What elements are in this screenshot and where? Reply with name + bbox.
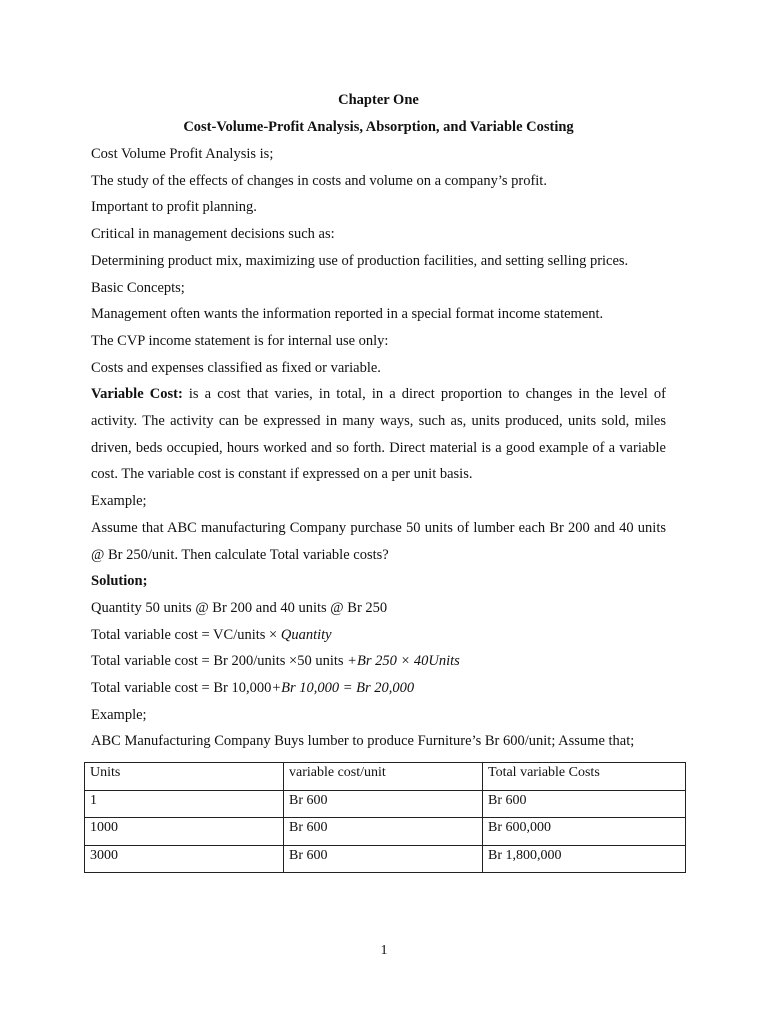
- paragraph: Critical in management decisions such as:: [91, 226, 335, 243]
- example-text: Assume that ABC manufacturing Company purchase 50 units of lumber each Br 200 and 40 units @ Br 250/unit. Then calculate Total variable costs?: [91, 519, 666, 563]
- paragraph: Costs and expenses classified as fixed or variable.: [91, 359, 381, 376]
- paragraph: Important to profit planning.: [91, 199, 257, 216]
- table-cell: Br 600,000: [483, 818, 686, 846]
- table-cell: Br 600: [284, 790, 483, 818]
- table-cell: Br 600: [284, 845, 483, 873]
- example-label: Example;: [91, 493, 147, 510]
- variable-cost-paragraph: [91, 381, 666, 488]
- math-expression: Quantity: [280, 626, 332, 643]
- variable-cost-table: [84, 762, 686, 873]
- paragraph: Management often wants the information reported in a special format income statement.: [91, 306, 604, 323]
- solution-text: Total variable cost = Br 200/units ×50 units: [91, 653, 348, 670]
- table-header-cell: Units: [85, 763, 284, 791]
- solution-line: [91, 622, 666, 649]
- table-cell: 1: [85, 790, 284, 818]
- paragraph: Basic Concepts;: [91, 279, 185, 296]
- paragraph: The study of the effects of changes in costs and volume on a company’s profit.: [91, 172, 547, 189]
- table-header-cell: variable cost/unit: [284, 763, 483, 791]
- paragraph: Determining product mix, maximizing use of production facilities, and setting selling prices.: [91, 252, 629, 269]
- table-cell: 1000: [85, 818, 284, 846]
- chapter-title: Chapter One: [338, 92, 419, 108]
- solution-line: [91, 648, 666, 675]
- example-text: ABC Manufacturing Company Buys lumber to produce Furniture’s Br 600/unit; Assume that;: [91, 733, 635, 750]
- table-cell: Br 600: [483, 790, 686, 818]
- example-label: Example;: [91, 706, 147, 723]
- table-header-row: [85, 763, 686, 791]
- table-row: [85, 818, 686, 846]
- solution-text: Total variable cost = VC/units ×: [91, 626, 281, 643]
- table-header-cell: Total variable Costs: [483, 763, 686, 791]
- math-expression: +Br 250 × 40Units: [347, 653, 460, 670]
- solution-label-text: Solution;: [91, 573, 148, 590]
- variable-cost-definition: is a cost that varies, in total, in a direct proportion to changes in the level of activity. The activity can be expressed in many ways, such as, units produced, units sold, miles driven, beds occupied, hours worked and so forth. Direct material is a good example of a variable cost. The variable cost is constant if expressed on a per unit basis.: [91, 386, 667, 483]
- chapter-subtitle: Cost-Volume-Profit Analysis, Absorption, and Variable Costing: [183, 119, 574, 135]
- solution-line: [91, 675, 666, 702]
- paragraph: Cost Volume Profit Analysis is;: [91, 146, 274, 162]
- variable-cost-term: Variable Cost:: [91, 386, 183, 403]
- paragraph: The CVP income statement is for internal use only:: [91, 332, 389, 349]
- math-expression: +Br 10,000 = Br 20,000: [271, 680, 415, 697]
- table-row: [85, 790, 686, 818]
- solution-line: Quantity 50 units @ Br 200 and 40 units @ Br 250: [91, 599, 388, 616]
- table-cell: 3000: [85, 845, 284, 873]
- table-row: [85, 845, 686, 873]
- table-cell: Br 600: [284, 818, 483, 846]
- solution-label: [91, 568, 666, 595]
- page-content: [91, 87, 666, 755]
- table-cell: Br 1,800,000: [483, 845, 686, 873]
- page-number: 1: [380, 943, 388, 958]
- solution-text: Total variable cost = Br 10,000: [91, 680, 272, 697]
